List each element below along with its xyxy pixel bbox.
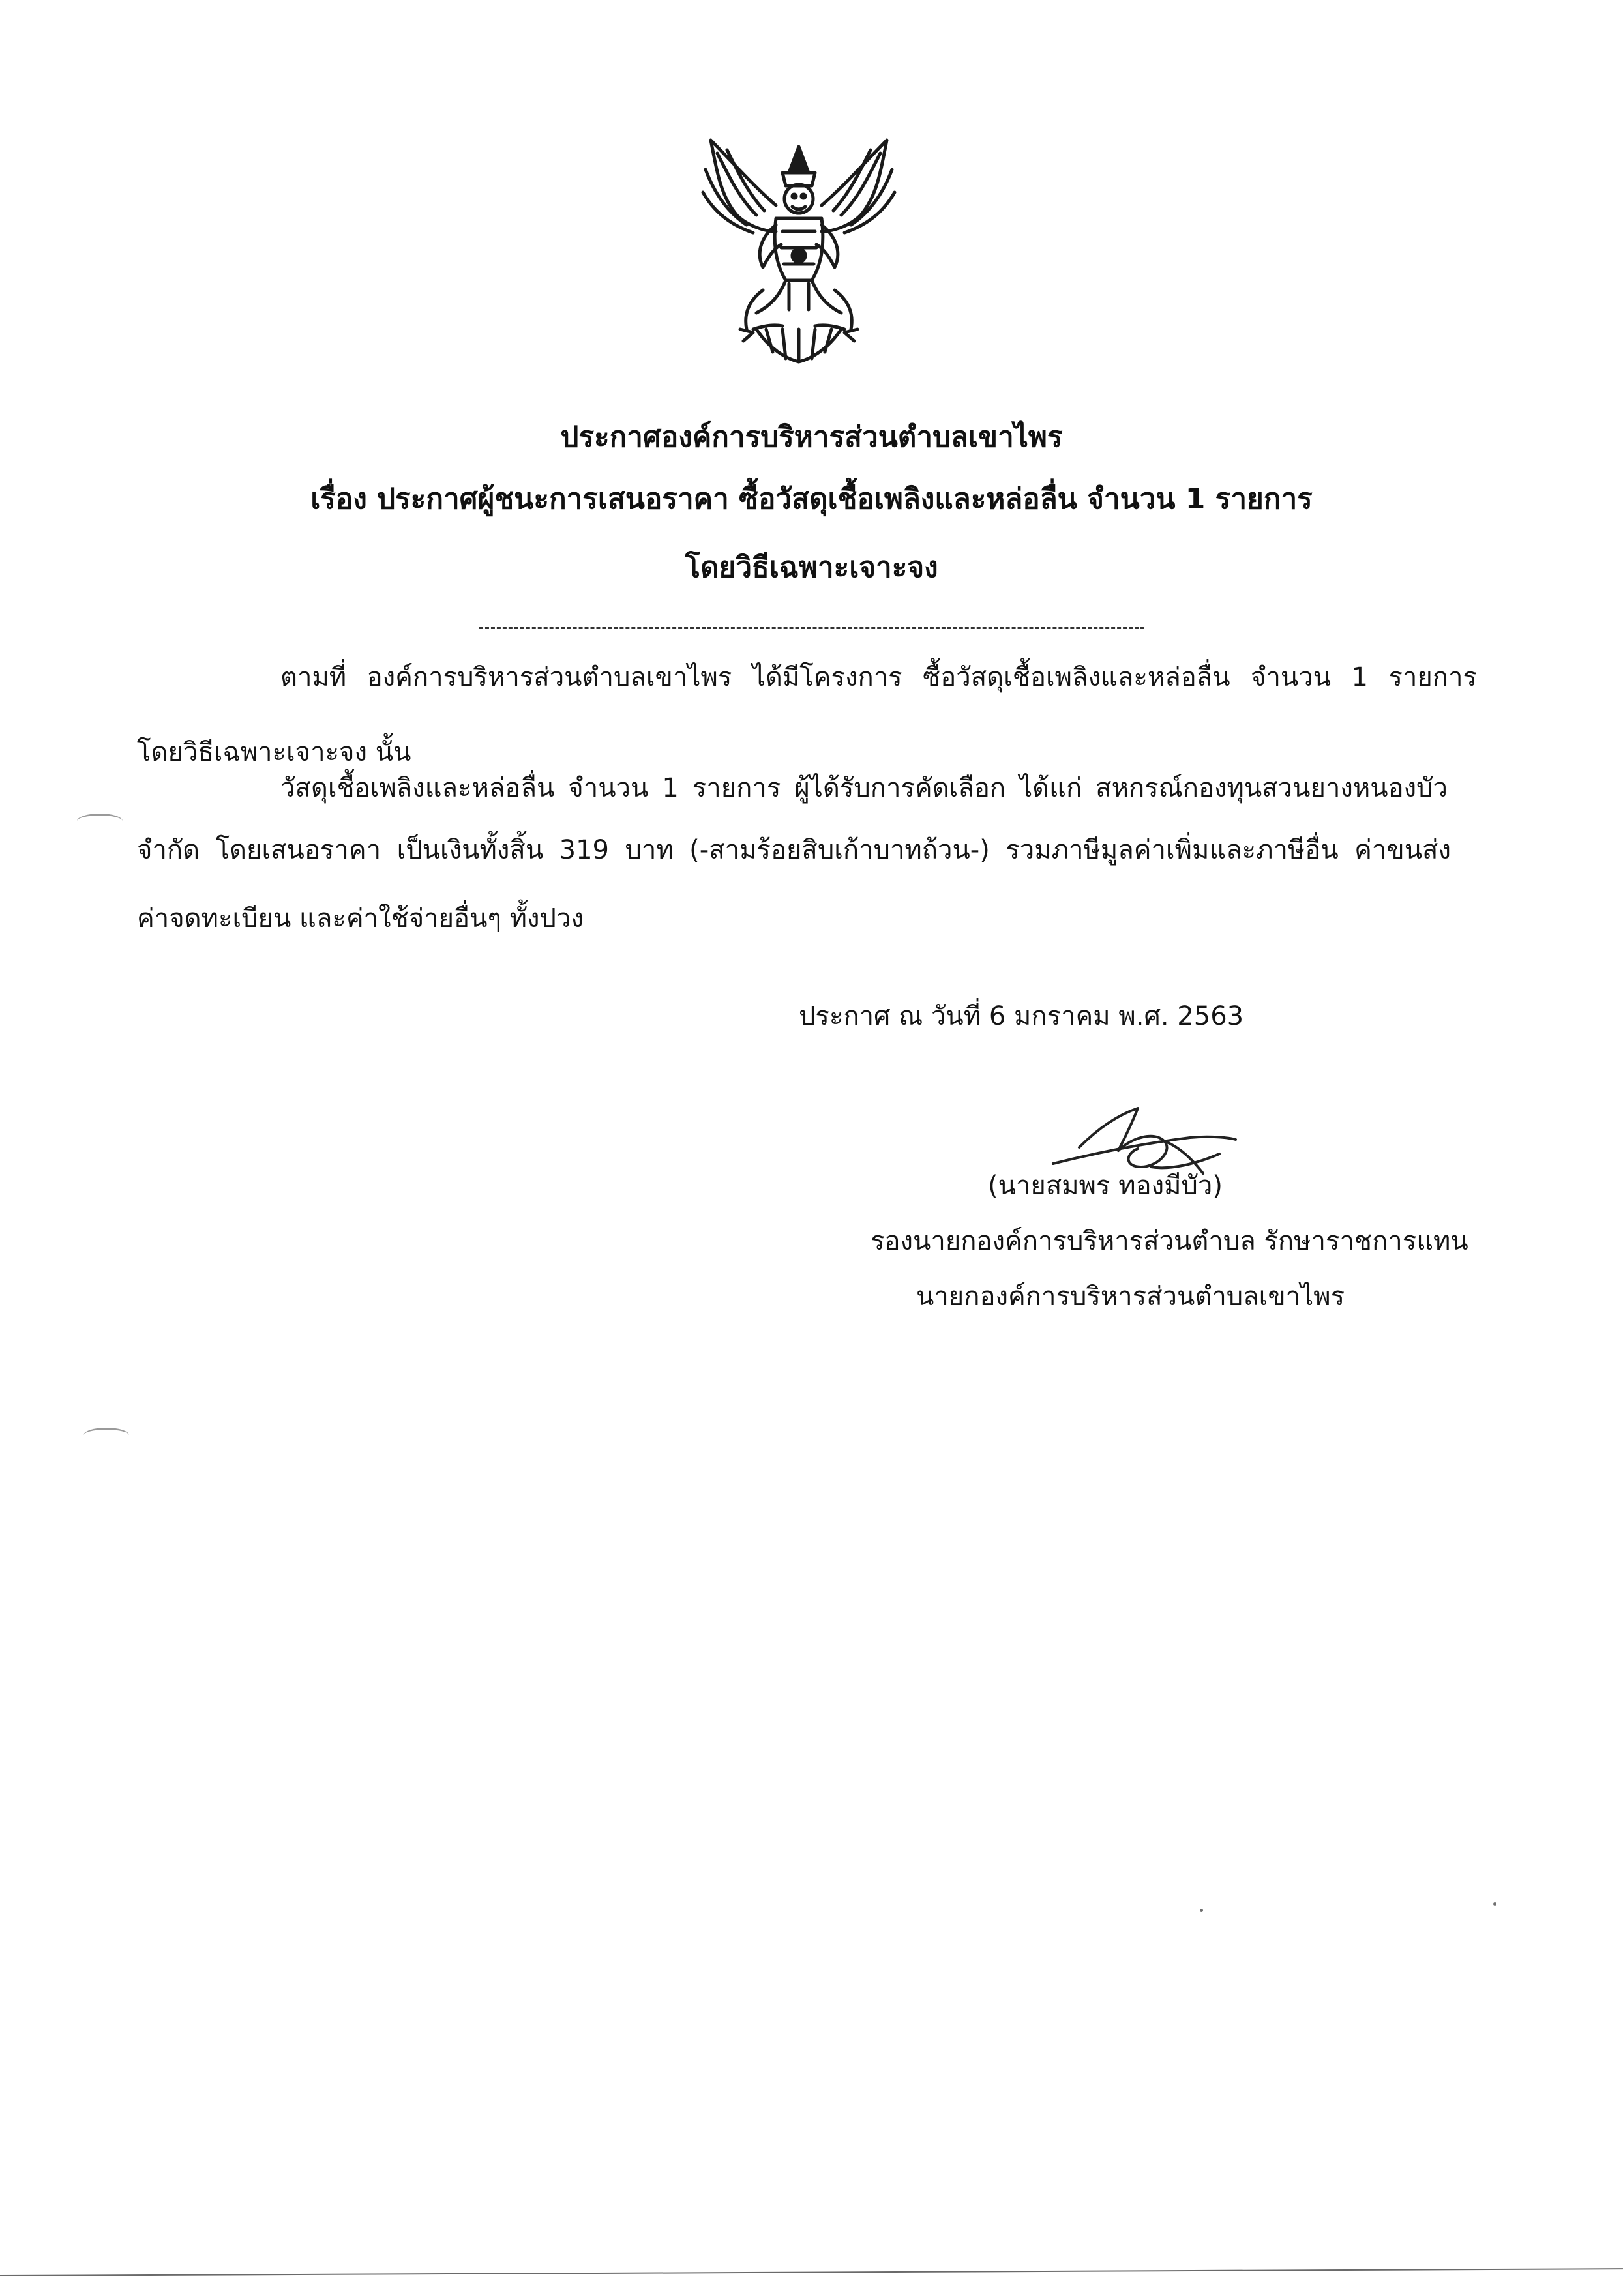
signer-title: รองนายกองค์การบริหารส่วนตำบล รักษาราชการแทน (871, 1226, 1468, 1256)
signer-organization: นายกองค์การบริหารส่วนตำบลเขาไพร (916, 1282, 1345, 1312)
announcement-date: ประกาศ ณ วันที่ 6 มกราคม พ.ศ. 2563 (799, 1001, 1244, 1031)
dashed-divider (479, 627, 1144, 629)
paragraph-2-line-3: ค่าจดทะเบียน และค่าใช้จ่ายอื่นๆ ทั้งปวง (137, 904, 584, 934)
paragraph-2-line-1: วัสดุเชื้อเพลิงและหล่อลื่น จำนวน 1 รายการ ผู้ได้รับการคัดเลือก ได้แก่ สหกรณ์กองทุนสวนยางหนองบัว (280, 773, 1448, 803)
scan-edge-line (0, 2268, 1623, 2276)
scan-speck (1493, 1902, 1496, 1906)
paragraph-2-line-2: จำกัด โดยเสนอราคา เป็นเงินทั้งสิ้น 319 บาท (-สามร้อยสิบเก้าบาทถ้วน-) รวมภาษีมูลค่าเพิ่มและภาษีอื่น ค่าขนส่ง (137, 835, 1451, 865)
procurement-method: โดยวิธีเฉพาะเจาะจง (685, 551, 938, 584)
announcement-subject: เรื่อง ประกาศผู้ชนะการเสนอราคา ซื้อวัสดุเชื้อเพลิงและหล่อลื่น จำนวน 1 รายการ (310, 482, 1313, 516)
paragraph-1-line-1: ตามที่ องค์การบริหารส่วนตำบลเขาไพร ได้มีโครงการ ซื้อวัสดุเชื้อเพลิงและหล่อลื่น จำนวน 1 รายการ (280, 662, 1477, 692)
paragraph-1-line-2: โดยวิธีเฉพาะเจาะจง นั้น (137, 737, 411, 767)
announcement-title: ประกาศองค์การบริหารส่วนตำบลเขาไพร (560, 420, 1063, 454)
punch-hole-mark (83, 1428, 129, 1443)
scan-speck (1200, 1909, 1203, 1912)
signer-name: (นายสมพร ทองมีบัว) (988, 1171, 1223, 1201)
punch-hole-mark (77, 814, 123, 829)
garuda-emblem-icon (691, 134, 906, 368)
